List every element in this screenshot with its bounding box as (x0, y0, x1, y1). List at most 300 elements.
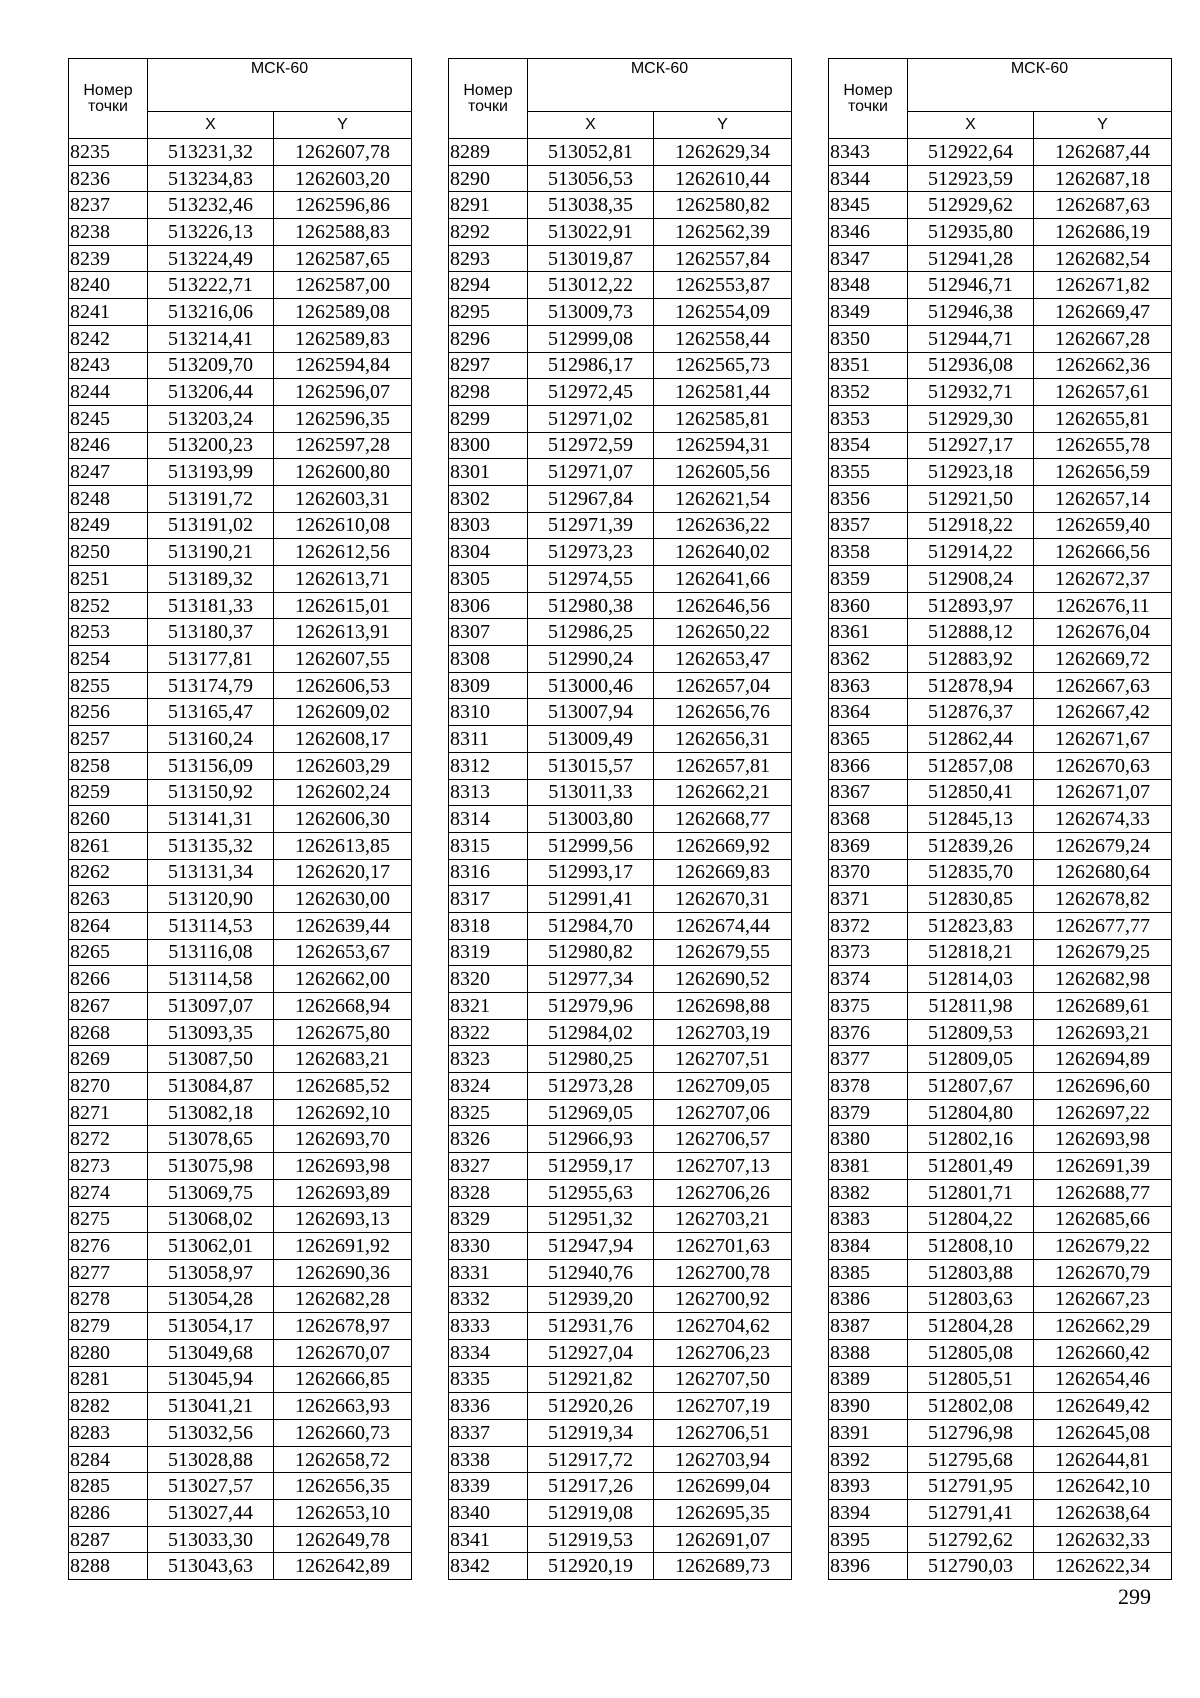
table-row (69, 139, 412, 166)
y-coordinate-cell: 1262659,40 (1034, 512, 1172, 539)
y-coordinate-cell: 1262671,67 (1034, 726, 1172, 753)
y-coordinate-cell: 1262565,73 (654, 352, 792, 379)
y-coordinate-cell: 1262629,34 (654, 139, 792, 166)
point-number-cell: 8256 (69, 699, 148, 726)
point-number-cell: 8305 (449, 566, 528, 593)
coordinate-system-header: МСК-60 (528, 59, 792, 112)
point-number-cell: 8356 (829, 485, 908, 512)
point-number-cell: 8328 (449, 1179, 528, 1206)
y-coordinate-cell: 1262655,81 (1034, 405, 1172, 432)
y-coordinate-cell: 1262656,59 (1034, 459, 1172, 486)
point-number-cell: 8280 (69, 1339, 148, 1366)
y-coordinate-cell: 1262613,91 (274, 619, 412, 646)
point-number-cell: 8273 (69, 1153, 148, 1180)
x-coordinate-cell: 512914,22 (908, 539, 1034, 566)
coord-table-1 (68, 58, 412, 1580)
y-coordinate-cell: 1262607,78 (274, 139, 412, 166)
table-row (449, 352, 792, 379)
point-number-cell: 8330 (449, 1233, 528, 1260)
x-coordinate-cell: 512883,92 (908, 646, 1034, 673)
x-coordinate-cell: 513191,72 (148, 485, 274, 512)
point-number-cell: 8368 (829, 806, 908, 833)
x-coordinate-cell: 512791,95 (908, 1473, 1034, 1500)
point-number-cell: 8333 (449, 1313, 528, 1340)
y-coordinate-cell: 1262581,44 (654, 379, 792, 406)
x-coordinate-cell: 512802,08 (908, 1393, 1034, 1420)
point-number-cell: 8316 (449, 859, 528, 886)
point-number-cell: 8303 (449, 512, 528, 539)
x-coordinate-cell: 513231,32 (148, 139, 274, 166)
y-coordinate-cell: 1262680,64 (1034, 859, 1172, 886)
y-coordinate-cell: 1262691,39 (1034, 1153, 1172, 1180)
y-coordinate-cell: 1262666,56 (1034, 539, 1172, 566)
y-coordinate-cell: 1262693,70 (274, 1126, 412, 1153)
x-coordinate-cell: 513131,34 (148, 859, 274, 886)
point-number-cell: 8323 (449, 1046, 528, 1073)
y-coordinate-cell: 1262658,72 (274, 1446, 412, 1473)
table-row (69, 1153, 412, 1180)
table-body (829, 139, 1172, 1580)
point-number-cell: 8358 (829, 539, 908, 566)
point-number-cell: 8335 (449, 1366, 528, 1393)
x-coordinate-cell: 512814,03 (908, 966, 1034, 993)
point-number-cell: 8242 (69, 325, 148, 352)
y-coordinate-cell: 1262644,81 (1034, 1446, 1172, 1473)
point-number-cell: 8301 (449, 459, 528, 486)
x-coordinate-cell: 512993,17 (528, 859, 654, 886)
table-row (69, 1046, 412, 1073)
x-coordinate-cell: 513043,63 (148, 1553, 274, 1580)
x-coordinate-cell: 512920,19 (528, 1553, 654, 1580)
y-coordinate-cell: 1262667,28 (1034, 325, 1172, 352)
table-row (449, 912, 792, 939)
point-number-cell: 8278 (69, 1286, 148, 1313)
point-number-cell: 8377 (829, 1046, 908, 1073)
table-row (69, 219, 412, 246)
table-row (69, 1553, 412, 1580)
table-row (829, 1366, 1172, 1393)
point-number-cell: 8319 (449, 939, 528, 966)
table-row (829, 1153, 1172, 1180)
table-row (449, 779, 792, 806)
y-coordinate-cell: 1262697,22 (1034, 1099, 1172, 1126)
y-coordinate-cell: 1262706,51 (654, 1420, 792, 1447)
y-coordinate-cell: 1262613,71 (274, 566, 412, 593)
x-coordinate-cell: 513116,08 (148, 939, 274, 966)
point-number-cell: 8355 (829, 459, 908, 486)
x-coordinate-cell: 513052,81 (528, 139, 654, 166)
y-coordinate-cell: 1262660,73 (274, 1420, 412, 1447)
y-coordinate-cell: 1262603,29 (274, 752, 412, 779)
table-row (829, 912, 1172, 939)
table-row (69, 1019, 412, 1046)
y-coordinate-cell: 1262688,77 (1034, 1179, 1172, 1206)
y-coordinate-cell: 1262610,44 (654, 165, 792, 192)
x-coordinate-cell: 512935,80 (908, 219, 1034, 246)
x-coordinate-cell: 512973,28 (528, 1073, 654, 1100)
x-coordinate-cell: 513150,92 (148, 779, 274, 806)
x-coordinate-cell: 513193,99 (148, 459, 274, 486)
y-coordinate-cell: 1262694,89 (1034, 1046, 1172, 1073)
x-coordinate-cell: 513177,81 (148, 646, 274, 673)
table-row (449, 512, 792, 539)
point-number-cell: 8306 (449, 592, 528, 619)
x-coordinate-cell: 512927,04 (528, 1339, 654, 1366)
table-row (829, 539, 1172, 566)
x-coordinate-cell: 512893,97 (908, 592, 1034, 619)
table-row (449, 539, 792, 566)
y-coordinate-cell: 1262597,28 (274, 432, 412, 459)
table-row (69, 299, 412, 326)
y-coordinate-cell: 1262638,64 (1034, 1500, 1172, 1527)
table-body (69, 139, 412, 1580)
x-coordinate-cell: 512971,02 (528, 405, 654, 432)
y-coordinate-cell: 1262682,98 (1034, 966, 1172, 993)
y-coordinate-cell: 1262662,29 (1034, 1313, 1172, 1340)
point-number-cell: 8309 (449, 672, 528, 699)
x-coordinate-cell: 513009,73 (528, 299, 654, 326)
point-number-cell: 8302 (449, 485, 528, 512)
x-coordinate-cell: 512804,28 (908, 1313, 1034, 1340)
point-number-cell: 8361 (829, 619, 908, 646)
point-number-cell: 8372 (829, 912, 908, 939)
table-row (449, 1126, 792, 1153)
point-number-cell: 8395 (829, 1526, 908, 1553)
table-row (829, 192, 1172, 219)
table-row (69, 726, 412, 753)
x-coordinate-cell: 513191,02 (148, 512, 274, 539)
table-row (829, 1286, 1172, 1313)
y-coordinate-cell: 1262641,66 (654, 566, 792, 593)
point-number-cell: 8339 (449, 1473, 528, 1500)
y-coordinate-cell: 1262655,78 (1034, 432, 1172, 459)
point-number-cell: 8378 (829, 1073, 908, 1100)
x-coordinate-cell: 513033,30 (148, 1526, 274, 1553)
x-coordinate-cell: 512830,85 (908, 886, 1034, 913)
table-row (69, 1099, 412, 1126)
point-number-cell: 8311 (449, 726, 528, 753)
table-row (69, 699, 412, 726)
x-coordinate-cell: 512923,59 (908, 165, 1034, 192)
y-coordinate-cell: 1262654,46 (1034, 1366, 1172, 1393)
x-coordinate-cell: 512931,76 (528, 1313, 654, 1340)
x-coordinate-cell: 512984,70 (528, 912, 654, 939)
table-row (829, 245, 1172, 272)
table-row (449, 1233, 792, 1260)
table-row (449, 1099, 792, 1126)
point-number-cell: 8349 (829, 299, 908, 326)
x-coordinate-cell: 512972,59 (528, 432, 654, 459)
table-row (829, 1446, 1172, 1473)
table-row (69, 459, 412, 486)
x-coordinate-cell: 512876,37 (908, 699, 1034, 726)
table-row (449, 459, 792, 486)
point-number-cell: 8366 (829, 752, 908, 779)
table-row (69, 1206, 412, 1233)
y-coordinate-cell: 1262667,63 (1034, 672, 1172, 699)
point-number-label-2: точки (468, 97, 508, 115)
table-row (449, 432, 792, 459)
point-number-cell: 8338 (449, 1446, 528, 1473)
x-coordinate-cell: 512967,84 (528, 485, 654, 512)
y-coordinate-cell: 1262707,06 (654, 1099, 792, 1126)
y-coordinate-cell: 1262608,17 (274, 726, 412, 753)
x-coordinate-cell: 513174,79 (148, 672, 274, 699)
point-number-cell: 8353 (829, 405, 908, 432)
y-coordinate-cell: 1262670,07 (274, 1339, 412, 1366)
table-row (449, 886, 792, 913)
y-coordinate-cell: 1262700,92 (654, 1286, 792, 1313)
x-coordinate-cell: 513084,87 (148, 1073, 274, 1100)
y-coordinate-cell: 1262699,04 (654, 1473, 792, 1500)
x-header: X (148, 111, 274, 138)
table-row (829, 672, 1172, 699)
point-number-cell: 8387 (829, 1313, 908, 1340)
y-coordinate-cell: 1262670,79 (1034, 1259, 1172, 1286)
y-coordinate-cell: 1262657,04 (654, 672, 792, 699)
x-coordinate-cell: 513038,35 (528, 192, 654, 219)
x-coordinate-cell: 513056,53 (528, 165, 654, 192)
point-number-cell: 8271 (69, 1099, 148, 1126)
x-coordinate-cell: 512805,51 (908, 1366, 1034, 1393)
point-number-cell: 8315 (449, 832, 528, 859)
x-coordinate-cell: 512990,24 (528, 646, 654, 673)
point-number-cell: 8285 (69, 1473, 148, 1500)
x-coordinate-cell: 513068,02 (148, 1206, 274, 1233)
point-number-cell: 8386 (829, 1286, 908, 1313)
table-row (829, 646, 1172, 673)
point-number-label-1: Номер (83, 81, 133, 99)
x-coordinate-cell: 512980,25 (528, 1046, 654, 1073)
y-coordinate-cell: 1262679,25 (1034, 939, 1172, 966)
x-coordinate-cell: 512980,82 (528, 939, 654, 966)
y-coordinate-cell: 1262656,31 (654, 726, 792, 753)
x-coordinate-cell: 512802,16 (908, 1126, 1034, 1153)
point-number-cell: 8255 (69, 672, 148, 699)
x-coordinate-cell: 512811,98 (908, 993, 1034, 1020)
y-coordinate-cell: 1262678,82 (1034, 886, 1172, 913)
x-coordinate-cell: 512951,32 (528, 1206, 654, 1233)
y-coordinate-cell: 1262676,04 (1034, 619, 1172, 646)
x-coordinate-cell: 512920,26 (528, 1393, 654, 1420)
point-number-cell: 8251 (69, 566, 148, 593)
y-coordinate-cell: 1262657,81 (654, 752, 792, 779)
y-coordinate-cell: 1262706,26 (654, 1179, 792, 1206)
point-number-cell: 8253 (69, 619, 148, 646)
y-coordinate-cell: 1262668,77 (654, 806, 792, 833)
point-number-cell: 8293 (449, 245, 528, 272)
y-coordinate-cell: 1262642,10 (1034, 1473, 1172, 1500)
table-row (69, 1313, 412, 1340)
point-number-cell: 8260 (69, 806, 148, 833)
y-coordinate-cell: 1262691,07 (654, 1526, 792, 1553)
y-coordinate-cell: 1262686,19 (1034, 219, 1172, 246)
y-coordinate-cell: 1262677,77 (1034, 912, 1172, 939)
y-coordinate-cell: 1262640,02 (654, 539, 792, 566)
y-coordinate-cell: 1262703,19 (654, 1019, 792, 1046)
point-number-cell: 8257 (69, 726, 148, 753)
x-coordinate-cell: 512809,05 (908, 1046, 1034, 1073)
x-coordinate-cell: 513135,32 (148, 832, 274, 859)
x-coordinate-cell: 513180,37 (148, 619, 274, 646)
table-row (829, 1099, 1172, 1126)
x-coordinate-cell: 513097,07 (148, 993, 274, 1020)
table-row (449, 806, 792, 833)
point-number-cell: 8238 (69, 219, 148, 246)
x-coordinate-cell: 512908,24 (908, 566, 1034, 593)
y-coordinate-cell: 1262662,21 (654, 779, 792, 806)
table-row (829, 325, 1172, 352)
x-coordinate-cell: 513054,28 (148, 1286, 274, 1313)
table-row (829, 485, 1172, 512)
x-coordinate-cell: 513000,46 (528, 672, 654, 699)
point-number-cell: 8357 (829, 512, 908, 539)
x-coordinate-cell: 513028,88 (148, 1446, 274, 1473)
y-coordinate-cell: 1262636,22 (654, 512, 792, 539)
table-row (449, 646, 792, 673)
x-coordinate-cell: 512804,22 (908, 1206, 1034, 1233)
table-row (449, 245, 792, 272)
y-coordinate-cell: 1262632,33 (1034, 1526, 1172, 1553)
table-row (69, 1073, 412, 1100)
y-coordinate-cell: 1262650,22 (654, 619, 792, 646)
y-coordinate-cell: 1262562,39 (654, 219, 792, 246)
point-number-cell: 8345 (829, 192, 908, 219)
x-coordinate-cell: 512790,03 (908, 1553, 1034, 1580)
point-number-cell: 8374 (829, 966, 908, 993)
point-number-cell: 8240 (69, 272, 148, 299)
x-coordinate-cell: 513206,44 (148, 379, 274, 406)
x-coordinate-cell: 513087,50 (148, 1046, 274, 1073)
table-row (449, 672, 792, 699)
y-coordinate-cell: 1262587,65 (274, 245, 412, 272)
point-number-cell: 8269 (69, 1046, 148, 1073)
point-number-cell: 8246 (69, 432, 148, 459)
table-row (829, 1420, 1172, 1447)
coord-table-2 (448, 58, 792, 1580)
table-row (449, 1179, 792, 1206)
y-coordinate-cell: 1262594,84 (274, 352, 412, 379)
point-number-cell: 8342 (449, 1553, 528, 1580)
x-coordinate-cell: 513222,71 (148, 272, 274, 299)
table-row (449, 1526, 792, 1553)
x-coordinate-cell: 512939,20 (528, 1286, 654, 1313)
y-coordinate-cell: 1262653,67 (274, 939, 412, 966)
table-row (449, 832, 792, 859)
point-number-cell: 8308 (449, 646, 528, 673)
y-coordinate-cell: 1262692,10 (274, 1099, 412, 1126)
table-row (69, 379, 412, 406)
table-row (69, 512, 412, 539)
point-number-cell: 8373 (829, 939, 908, 966)
table-row (829, 806, 1172, 833)
x-coordinate-cell: 512796,98 (908, 1420, 1034, 1447)
x-coordinate-cell: 513114,58 (148, 966, 274, 993)
x-coordinate-cell: 512984,02 (528, 1019, 654, 1046)
x-coordinate-cell: 513032,56 (148, 1420, 274, 1447)
point-number-cell: 8294 (449, 272, 528, 299)
y-coordinate-cell: 1262554,09 (654, 299, 792, 326)
table-row (69, 1473, 412, 1500)
y-coordinate-cell: 1262693,13 (274, 1206, 412, 1233)
point-number-cell: 8270 (69, 1073, 148, 1100)
y-coordinate-cell: 1262600,80 (274, 459, 412, 486)
table-row (829, 459, 1172, 486)
table-row (449, 1446, 792, 1473)
point-number-cell: 8283 (69, 1420, 148, 1447)
point-number-cell: 8300 (449, 432, 528, 459)
x-coordinate-cell: 513190,21 (148, 539, 274, 566)
table-row (449, 566, 792, 593)
table-row (829, 726, 1172, 753)
x-coordinate-cell: 512801,49 (908, 1153, 1034, 1180)
table-row (449, 1500, 792, 1527)
point-number-cell: 8312 (449, 752, 528, 779)
y-coordinate-cell: 1262668,94 (274, 993, 412, 1020)
table-row (829, 1313, 1172, 1340)
point-number-cell: 8292 (449, 219, 528, 246)
x-coordinate-cell: 512921,50 (908, 485, 1034, 512)
point-number-cell: 8247 (69, 459, 148, 486)
table-row (69, 165, 412, 192)
y-coordinate-cell: 1262596,07 (274, 379, 412, 406)
y-coordinate-cell: 1262589,08 (274, 299, 412, 326)
x-coordinate-cell: 513226,13 (148, 219, 274, 246)
x-coordinate-cell: 512878,94 (908, 672, 1034, 699)
point-number-header (829, 59, 908, 139)
table-row (69, 646, 412, 673)
point-number-cell: 8314 (449, 806, 528, 833)
table-row (449, 192, 792, 219)
table-row (829, 966, 1172, 993)
point-number-cell: 8236 (69, 165, 148, 192)
y-coordinate-cell: 1262703,94 (654, 1446, 792, 1473)
y-coordinate-cell: 1262662,00 (274, 966, 412, 993)
table-row (829, 1046, 1172, 1073)
y-coordinate-cell: 1262689,73 (654, 1553, 792, 1580)
point-number-header (69, 59, 148, 139)
x-coordinate-cell: 513234,83 (148, 165, 274, 192)
x-coordinate-cell: 512946,38 (908, 299, 1034, 326)
table-row (829, 1526, 1172, 1553)
x-coordinate-cell: 512971,39 (528, 512, 654, 539)
x-coordinate-cell: 512955,63 (528, 1179, 654, 1206)
x-coordinate-cell: 513216,06 (148, 299, 274, 326)
table-row (69, 993, 412, 1020)
x-coordinate-cell: 512946,71 (908, 272, 1034, 299)
table-row (449, 1553, 792, 1580)
table-row (69, 405, 412, 432)
table-row (69, 245, 412, 272)
table-row (829, 1393, 1172, 1420)
table-row (449, 1366, 792, 1393)
y-coordinate-cell: 1262667,42 (1034, 699, 1172, 726)
y-coordinate-cell: 1262657,61 (1034, 379, 1172, 406)
x-coordinate-cell: 513214,41 (148, 325, 274, 352)
table-row (829, 1206, 1172, 1233)
table-row (449, 699, 792, 726)
x-coordinate-cell: 513058,97 (148, 1259, 274, 1286)
y-coordinate-cell: 1262596,35 (274, 405, 412, 432)
table-row (829, 512, 1172, 539)
point-number-cell: 8286 (69, 1500, 148, 1527)
point-number-cell: 8359 (829, 566, 908, 593)
x-coordinate-cell: 513203,24 (148, 405, 274, 432)
y-coordinate-cell: 1262653,10 (274, 1500, 412, 1527)
point-number-cell: 8276 (69, 1233, 148, 1260)
table-row (449, 1153, 792, 1180)
x-coordinate-cell: 512835,70 (908, 859, 1034, 886)
